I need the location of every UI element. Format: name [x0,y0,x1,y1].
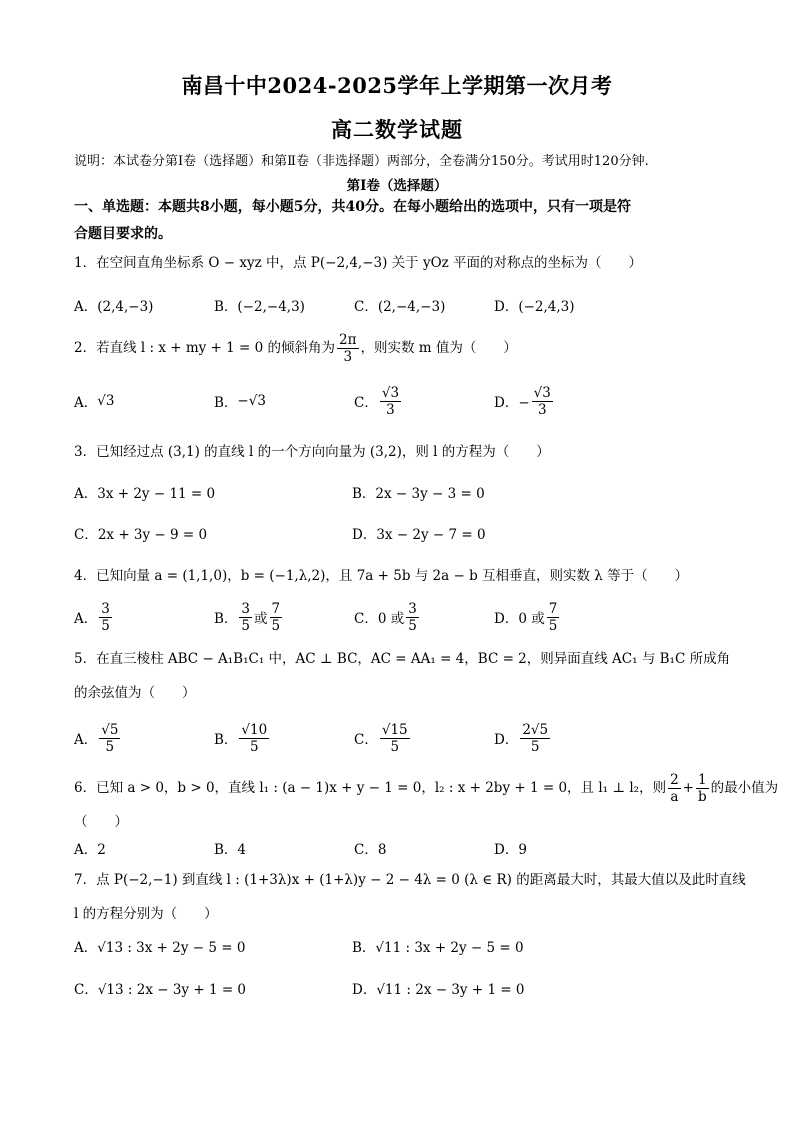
q2-a-text: √3 [97,393,115,409]
q4-option-b[interactable] [214,597,284,637]
q2-option-a[interactable] [74,381,114,421]
question-3-options-row2 [74,513,734,553]
q7-option-b[interactable]: B．√11 : 3x + 2y − 5 = 0 [352,940,524,956]
q4-b-num1: 3 [241,600,251,617]
q2-d-num: √3 [533,384,551,401]
q5-b-label: B． [214,732,238,748]
q4-b-fraction2 [270,601,283,634]
question-1-options [74,285,734,325]
q4-d-label: D．0 或 [494,611,545,627]
question-5-stem-line2: 的余弦值为（ ） [74,685,196,701]
q2-stem-post: ，则实数 m 值为（ ） [360,340,517,356]
q2-c-den: 3 [386,401,395,418]
question-7-stem-line2: l 的方程分别为（ ） [74,906,218,922]
q5-c-num: √15 [381,721,408,738]
q2-stem-pre: 2．若直线 l : x + my + 1 = 0 的倾斜角为 [74,340,336,356]
q4-a-den: 5 [101,617,110,634]
q2-angle-num: 2π [339,331,357,348]
q4-a-num: 3 [101,600,110,617]
q4-c-label: C．0 或 [354,611,405,627]
exam-note: 说明：本试卷分第Ⅰ卷（选择题）和第Ⅱ卷（非选择题）两部分，全卷满分150分。考试用时120分钟. [74,154,649,169]
q2-d-fraction [532,385,553,418]
q6-f1-den: a [670,788,679,805]
q5-d-label: D． [494,732,519,748]
q4-option-a[interactable] [74,597,114,637]
q2-option-b[interactable] [214,381,266,421]
q2-angle-den: 3 [343,348,353,365]
q5-b-den: 5 [250,738,259,755]
q6-f2-num: 1 [697,771,707,788]
q6-stem-post: 的最小值为 [710,780,779,796]
question-3-options-row1 [74,472,734,512]
q4-d-num: 7 [548,600,558,617]
q4-b-den1: 5 [241,617,251,634]
q6-option-b[interactable]: B．4 [214,842,247,858]
q2-option-c[interactable] [354,381,403,421]
q4-b-or: 或 [254,611,268,627]
question-6-stem-line2: （ ） [74,814,128,830]
q4-b-fraction1 [239,601,252,634]
q4-a-label: A． [74,611,98,627]
q5-option-b[interactable] [214,718,271,758]
question-2-stem [74,328,734,368]
question-4-options [74,597,734,637]
q4-c-fraction [406,601,419,634]
question-7-stem-line1: 7．点 P(−2,−1) 到直线 l : (1+3λ)x + (1+λ)y − 2 − 4λ = 0 (λ ∈ R) 的距离最大时，其最大值以及此时直线 [74,872,746,888]
q7-option-a[interactable]: A．√13 : 3x + 2y − 5 = 0 [74,940,246,956]
q2-c-fraction [380,385,401,418]
q5-b-fraction [239,722,269,755]
q2-option-d[interactable] [494,381,555,421]
question-2-options [74,381,734,421]
q4-b-den2: 5 [271,617,281,634]
section-heading-line2: 合题目要求的。 [74,226,172,242]
q5-c-den: 5 [390,738,400,755]
q4-b-label: B． [214,611,238,627]
q3-option-d[interactable]: D．3x − 2y − 7 = 0 [352,527,486,543]
q5-c-fraction [380,722,410,755]
q7-option-d[interactable]: D．√11 : 2x − 3y + 1 = 0 [352,982,525,998]
q5-option-d[interactable] [494,718,552,758]
q6-option-a[interactable]: A．2 [74,842,106,858]
q5-a-label: A． [74,732,98,748]
q5-b-num: √10 [241,721,268,738]
exam-subtitle: 高二数学试题 [331,117,463,142]
q5-d-den: 5 [530,738,540,755]
question-1-stem: 1．在空间直角坐标系 O − xyz 中，点 P(−2,4,−3) 关于 yOz 平面的对称点的坐标为（ ） [74,255,643,271]
q5-c-label: C． [354,732,378,748]
q5-d-num: 2√5 [522,721,549,738]
q7-option-c[interactable]: C．√13 : 2x − 3y + 1 = 0 [74,982,247,998]
q2-c-label: C． [354,395,378,411]
q4-b-num2: 7 [271,600,281,617]
part-heading: 第Ⅰ卷（选择题） [346,178,448,194]
q5-option-c[interactable] [354,718,412,758]
q5-a-den: 5 [105,738,115,755]
q2-d-den: 3 [537,401,547,418]
question-4-stem: 4．已知向量 a = (1,1,0)，b = (−1,λ,2)，且 7a + 5b 与 2a − b 互相垂直，则实数 λ 等于（ ） [74,568,689,584]
q3-option-a[interactable]: A．3x + 2y − 11 = 0 [74,486,216,502]
q2-d-label: D．− [494,395,530,411]
q4-d-den: 5 [548,617,558,634]
q6-plus: + [682,780,694,796]
q4-a-fraction [99,601,112,634]
exam-title: 南昌十中2024-2025学年上学期第一次月考 [181,73,613,98]
question-6-options [74,828,734,868]
q5-option-a[interactable] [74,718,122,758]
question-5-options [74,718,734,758]
q6-option-d[interactable]: D．9 [494,842,527,858]
question-3-stem: 3．已知经过点 (3,1) 的直线 l 的一个方向向量为 (3,2)，则 l 的方程为（ ） [74,444,550,460]
q6-fraction-2 [696,772,709,805]
section-heading-line1: 一、单选题：本题共8小题，每小题5分，共40分。在每小题给出的选项中，只有一项是符 [74,199,631,215]
q2-b-text: −√3 [237,393,266,409]
q4-c-den: 5 [408,617,417,634]
q1-option-b[interactable]: B．(−2,−4,3) [214,299,305,315]
question-7-options-row2 [74,968,734,1008]
q5-d-fraction [520,722,550,755]
q6-fraction-1 [668,772,681,805]
question-5-stem-line1: 5．在直三棱柱 ABC − A₁B₁C₁ 中，AC ⊥ BC，AC = AA₁ = 4，BC = 2，则异面直线 AC₁ 与 B₁C 所成角 [74,651,731,667]
q2-angle-fraction [337,332,358,365]
q6-option-c[interactable]: C．8 [354,842,387,858]
q2-b-label: B． [214,395,238,411]
q6-stem-pre: 6．已知 a > 0，b > 0，直线 l₁ : (a − 1)x + y − 1 = 0，l₂ : x + 2by + 1 = 0，且 l₁ ⊥ l₂，则 [74,780,667,796]
q1-option-a[interactable]: A．(2,4,−3) [74,299,154,315]
q4-d-fraction [547,601,560,634]
q1-option-c[interactable]: C．(2,−4,−3) [354,299,446,315]
q2-c-num: √3 [381,384,400,401]
question-7-options-row1 [74,926,734,966]
q4-option-c[interactable] [354,597,421,637]
q5-a-fraction [99,722,120,755]
q4-c-num: 3 [408,600,417,617]
q2-a-label: A． [74,395,98,411]
q1-option-d[interactable]: D．(−2,4,3) [494,299,575,315]
q5-a-num: √5 [101,721,119,738]
question-6-stem-line1 [74,768,779,808]
q6-f2-den: b [697,788,707,805]
q3-option-b[interactable]: B．2x − 3y − 3 = 0 [352,486,485,502]
q6-f1-num: 2 [670,771,679,788]
q4-option-d[interactable] [494,597,561,637]
q3-option-c[interactable]: C．2x + 3y − 9 = 0 [74,527,208,543]
